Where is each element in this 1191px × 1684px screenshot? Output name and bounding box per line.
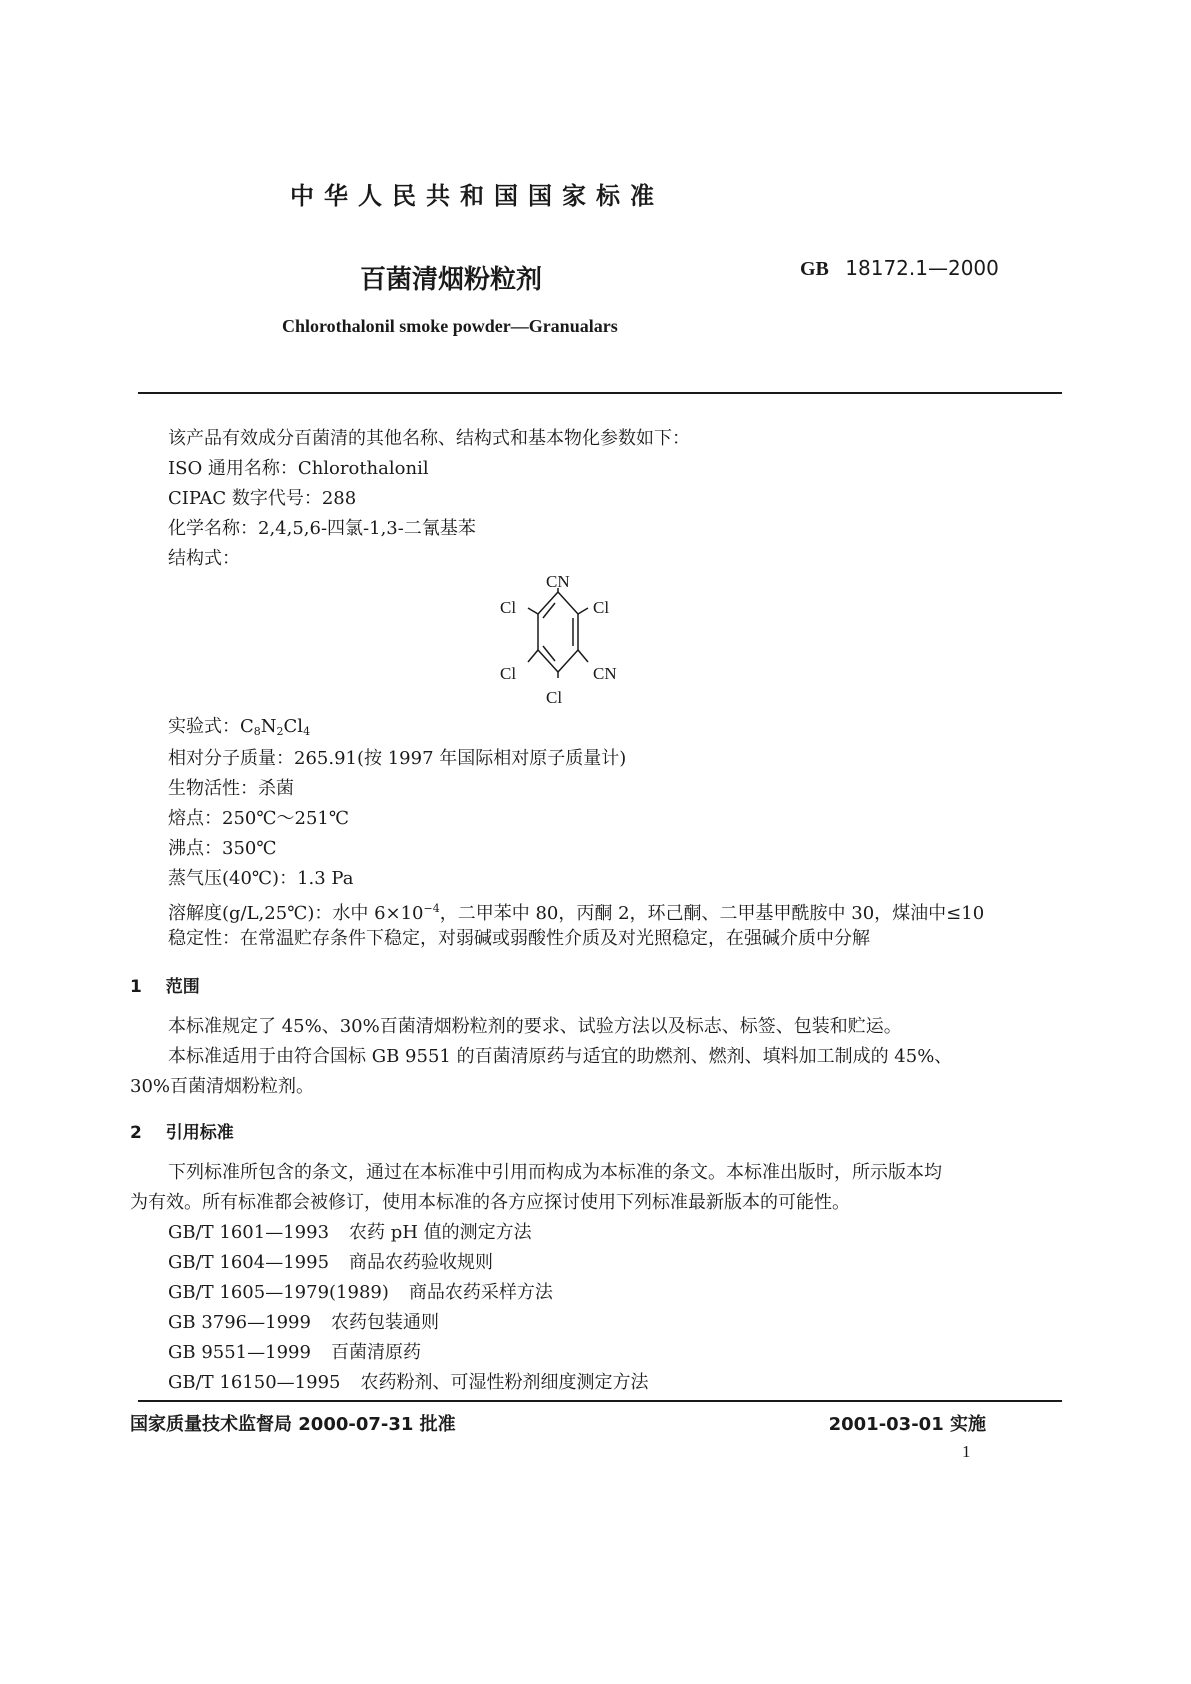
section-number: 2: [130, 1123, 142, 1143]
footer-rule: [138, 1400, 1062, 1402]
reference-list-item: [168, 1338, 421, 1368]
chemical-name: 化学名称：2,4,5,6-四氯-1,3-二氰基苯: [168, 518, 476, 539]
empirical-formula: [168, 712, 310, 747]
reference-code: GB 9551—1999: [168, 1342, 311, 1363]
reference-list-item: [168, 1278, 553, 1308]
structural-formula: [480, 568, 640, 718]
page-number: 1: [962, 1442, 971, 1461]
substituent-lower-right-cn: CN: [593, 664, 617, 683]
reference-title: 农药粉剂、可湿性粉剂细度测定方法: [360, 1372, 649, 1393]
formula-element: Cl: [283, 716, 304, 737]
national-standard-heading: 中华人民共和国国家标准: [290, 182, 664, 210]
reference-code: GB/T 1605—1979(1989): [168, 1282, 389, 1303]
reference-title: 商品农药验收规则: [349, 1252, 494, 1273]
solubility-exponent: −4: [423, 902, 440, 915]
vapor-pressure: 蒸气压(40℃)：1.3 Pa: [168, 868, 354, 889]
section-title: 范围: [165, 977, 200, 997]
melting-point: 熔点：250℃～251℃: [168, 808, 349, 829]
approval-line: 国家质量技术监督局 2000-07-31 批准: [130, 1414, 456, 1435]
formula-subscript: 8: [253, 725, 261, 738]
molar-mass: 相对分子质量：265.91(按 1997 年国际相对原子质量计): [168, 748, 627, 769]
formula-subscript: 4: [303, 725, 311, 738]
reference-title: 百菌清原药: [330, 1342, 421, 1363]
section-2-paragraph: 下列标准所包含的条文，通过在本标准中引用而构成为本标准的条文。本标准出版时，所示版本均: [168, 1162, 942, 1183]
formula-subscript: 2: [276, 725, 284, 738]
boiling-point: 沸点：350℃: [168, 838, 277, 859]
bioactivity: 生物活性：杀菌: [168, 778, 294, 799]
effective-date-line: 2001-03-01 实施: [828, 1414, 986, 1435]
section-2-paragraph: 为有效。所有标准都会被修订，使用本标准的各方应探讨使用下列标准最新版本的可能性。: [130, 1192, 850, 1213]
reference-title: 农药 pH 值的测定方法: [349, 1222, 532, 1243]
header-rule: [138, 392, 1062, 394]
solubility-text: ，二甲苯中 80，丙酮 2，环己酮、二甲基甲酰胺中 30，煤油中≤10: [439, 903, 985, 924]
section-1-paragraph: 本标准适用于由符合国标 GB 9551 的百菌清原药与适宜的助燃剂、燃剂、填料加工制成的 45%、: [168, 1046, 953, 1067]
cipac-code: CIPAC 数字代号：288: [168, 488, 357, 509]
reference-list-item: [168, 1248, 493, 1278]
structure-label: 结构式：: [168, 548, 240, 569]
substituent-upper-left-cl: Cl: [500, 598, 517, 617]
reference-code: GB/T 1601—1993: [168, 1222, 330, 1243]
reference-title: 农药包装通则: [330, 1312, 439, 1333]
standard-code: 18172.1—2000: [845, 256, 999, 280]
formula-prefix: 实验式：C: [168, 716, 254, 737]
substituent-bottom-cl: Cl: [546, 688, 563, 707]
section-1-heading: [130, 972, 200, 997]
reference-list-item: [168, 1368, 648, 1398]
section-title: 引用标准: [165, 1123, 234, 1143]
document-title: 百菌清烟粉粒剂: [360, 265, 543, 295]
substituent-lower-left-cl: Cl: [500, 664, 517, 683]
reference-code: GB/T 1604—1995: [168, 1252, 330, 1273]
reference-title: 商品农药采样方法: [408, 1282, 553, 1303]
substituent-upper-right-cl: Cl: [593, 598, 610, 617]
reference-list-item: [168, 1218, 532, 1248]
standard-prefix: GB: [800, 258, 829, 280]
substituent-top-cn: CN: [546, 572, 570, 591]
reference-code: GB/T 16150—1995: [168, 1372, 341, 1393]
section-number: 1: [130, 977, 142, 997]
section-1-paragraph: 本标准规定了 45%、30%百菌清烟粉粒剂的要求、试验方法以及标志、标签、包装和贮运。: [168, 1016, 902, 1037]
section-1-paragraph: 30%百菌清烟粉粒剂。: [130, 1076, 315, 1097]
iso-common-name: ISO 通用名称：Chlorothalonil: [168, 458, 429, 479]
reference-code: GB 3796—1999: [168, 1312, 311, 1333]
standard-number: [800, 256, 999, 281]
stability: 稳定性：在常温贮存条件下稳定，对弱碱或弱酸性介质及对光照稳定，在强碱介质中分解: [168, 928, 870, 949]
intro-line: 该产品有效成分百菌清的其他名称、结构式和基本物化参数如下：: [168, 428, 690, 449]
reference-list-item: [168, 1308, 439, 1338]
formula-element: N: [260, 716, 277, 737]
english-title: Chlorothalonil smoke powder—Granualars: [282, 316, 618, 336]
section-2-heading: [130, 1118, 234, 1143]
solubility-text: 溶解度(g/L,25℃)：水中 6×10: [168, 903, 424, 924]
